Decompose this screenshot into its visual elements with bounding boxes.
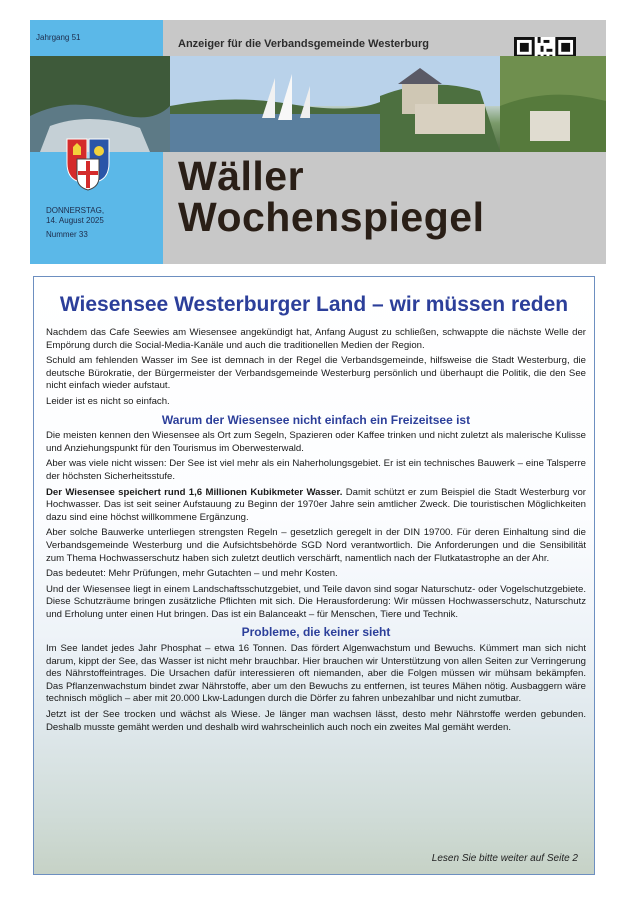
section-heading: Warum der Wiesensee nicht einfach ein Freizeitsee ist	[161, 412, 471, 427]
paragraph-rest: Damit schützt er zum Beispiel die Stadt Westerburg vor Hochwasser. Das ist seit seiner Aufstauung zu Beginn der 1970er Jahre sein amtlicher Zweck. Die touristischen Möglichkeiten dazu sind eine höchst willkommene Ergänzung.	[46, 486, 586, 523]
landscape-photo-banner	[30, 56, 606, 152]
paragraph: Jetzt ist der See trocken und wächst als Wiese. Je länger man wachsen lässt, desto mehr Nährstoffe werden gebunden. Deshalb musste gemäht werden und deshalb wird wahrscheinlich auch noch ein zweites Mal gemäht werden.	[46, 709, 586, 733]
newspaper-title	[178, 153, 485, 240]
paragraph: Und der Wiesensee liegt in einem Landschaftsschutzgebiet, und Teile davon sind sogar Naturschutz- oder Vogelschutzgebiete. Diese Schutzräume bringen zusätzliche Pflichten mit sich. Die Herausforderung: Wir müssen Hochwasserschutz, Naturschutz und Erholung unter einen Hut bringen. Das ist ein Balanceakt – für Menschen, Tiere und Technik.	[46, 583, 586, 620]
bold-lead: Der Wiesensee speichert rund 1,6 Millionen Kubikmeter Wasser.	[46, 486, 343, 498]
paragraph	[46, 487, 586, 525]
date: 14. August 2025	[46, 216, 104, 225]
paragraph: Schuld am fehlenden Wasser im See ist demnach in der Regel die Verbandsgemeinde, hilfsweise die Stadt Westerburg, die deutsche Bürokratie, der Bürgermeister der Verbandsgemeinde Westerburg persönlich und überhaupt die Politik, die den See nicht einfach wieder aufstaut.	[46, 355, 586, 392]
tagline: Anzeiger für die Verbandsgemeinde Westerburg	[178, 38, 430, 50]
paragraph: Im See landet jedes Jahr Phosphat – etwa 16 Tonnen. Das fördert Algenwachstum und Bewuchs. Kümmert man sich nicht darum, kippt der See, das Wasser ist nicht mehr brauchbar. Hier brauchen wir Unterstützung von allen Seiten zur Verringerung des Nährstoffeintrages. Die Ursachen dafür interessieren oft niemanden, aber die Folgen müssen wir mühsam bekämpfen. Das Pflanzenwachstum bindet zwar Nährstoffe, aber um den Bewuchs zu entfernen, ist teures Mähen nötig. Ausbaggern wäre technisch möglich – aber mit 20.000 Lkw-Ladungen durch die Dörfer zu fahren unbezahlbar und nicht zumutbar.	[46, 643, 586, 705]
issue-info	[46, 206, 104, 240]
continued-note[interactable]: Lesen Sie bitte weiter auf Seite 2	[431, 853, 578, 864]
paragraph: Das bedeutet: Mehr Prüfungen, mehr Gutachten – und mehr Kosten.	[46, 568, 338, 580]
paragraph: Leider ist es nicht so einfach.	[46, 395, 170, 407]
section-heading: Probleme, die keiner sieht	[241, 625, 391, 640]
article-headline: Wiesensee Westerburger Land – wir müssen reden	[59, 293, 569, 316]
title-line-1: Wäller	[178, 153, 305, 199]
issue-number: Nummer 33	[46, 230, 88, 239]
coat-of-arms-icon	[65, 137, 111, 191]
paragraph: Aber solche Bauwerke unterliegen strengsten Regeln – gesetzlich geregelt in der DIN 19700. Für deren Einhaltung sind die Verbandsgemeinde Westerburg und die Aufsichtsbehörde SGD Nord verantwortlich. Die Anforderungen und die Sensibilität zum Thema Hochwasserschutz haben sich zuletzt deutlich verschärft, namentlich nach der Flutkatastrophe an der Ahr.	[46, 527, 586, 564]
volume-label: Jahrgang 51	[36, 33, 81, 42]
article-body	[46, 327, 586, 737]
paragraph: Nachdem das Cafe Seewies am Wiesensee angekündigt hat, Anfang August zu schließen, schwappte die nächste Welle der Empörung durch die Social-Media-Kanäle und auch die traditionellen Medien der Region.	[46, 327, 586, 351]
article-box	[33, 276, 595, 875]
paragraph: Die meisten kennen den Wiesensee als Ort zum Segeln, Spazieren oder Kaffee trinken und nicht zuletzt als malerische Kulisse und Anziehungspunkt für den Tourismus im Oberwesterwald.	[46, 430, 586, 454]
title-line-2: Wochenspiegel	[178, 194, 485, 240]
weekday: DONNERSTAG,	[46, 206, 105, 215]
paragraph: Aber was viele nicht wissen: Der See ist viel mehr als ein Naherholungsgebiet. Er ist ein technisches Bauwerk – eine Talsperre der höchsten Sicherheitsstufe.	[46, 458, 586, 482]
